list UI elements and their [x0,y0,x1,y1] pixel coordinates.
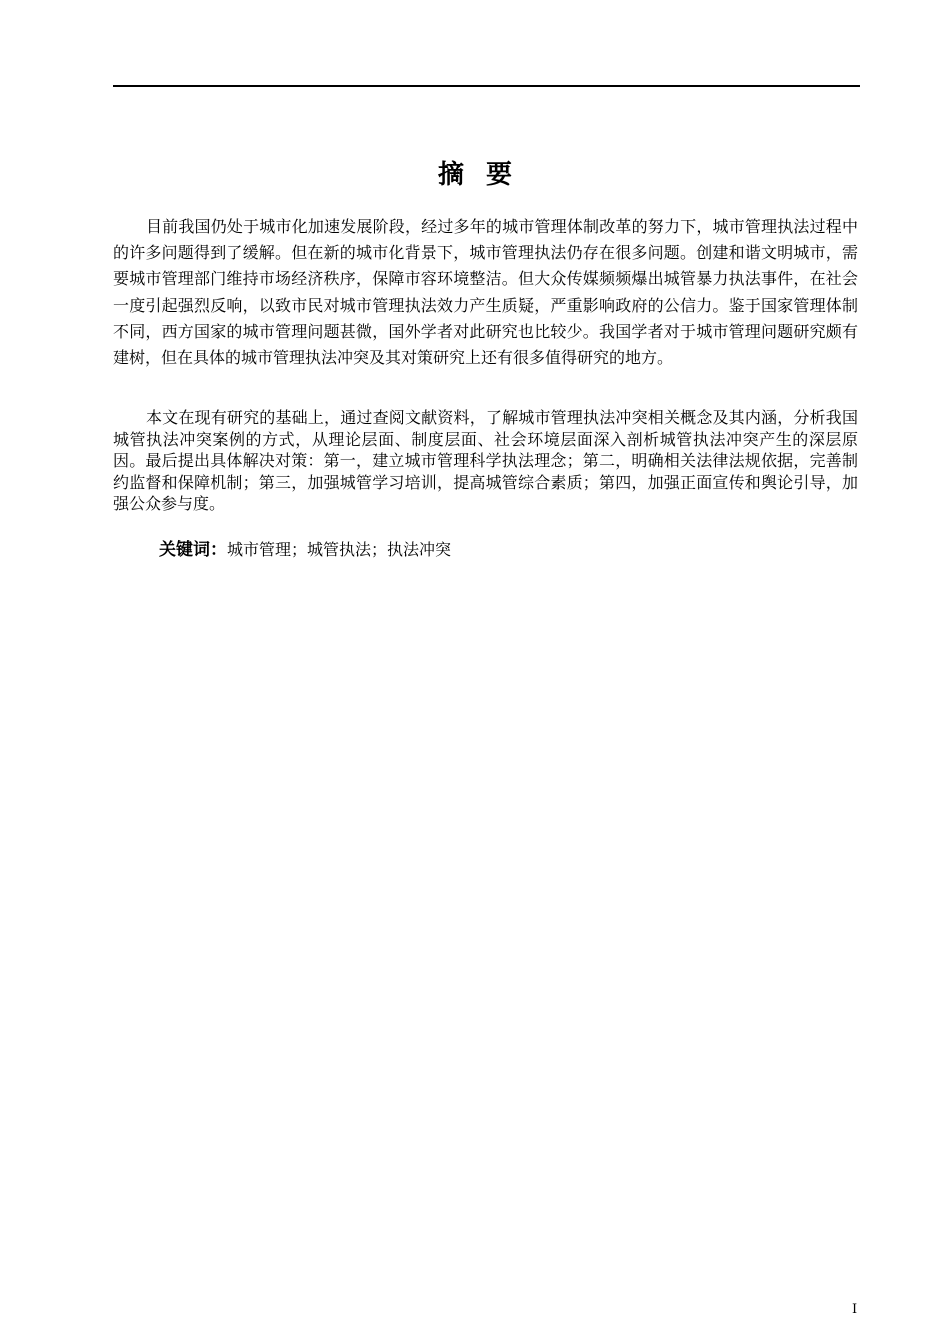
page-title: 摘要 [437,160,534,190]
abstract-paragraph-1: 目前我国仍处于城市化加速发展阶段，经过多年的城市管理体制改革的努力下，城市管理执法过程中的许多问题得到了缓解。但在新的城市化背景下，城市管理执法仍存在很多问题。创建和谐文明城市，需要城市管理部门维持市场经济秩序，保障市容环境整洁。但大众传媒频频爆出城管暴力执法事件，在社会一度引起强烈反响，以致市民对城市管理执法效力产生质疑，严重影响政府的公信力。鉴于国家管理体制不同，西方国家的城市管理问题甚微，国外学者对此研究也比较少。我国学者对于城市管理问题研究颇有建树，但在具体的城市管理执法冲突及其对策研究上还有很多值得研究的地方。 [113,217,858,368]
keywords-label: 关键词： [159,540,227,560]
page-number: I [852,1302,858,1317]
keywords-text: 城市管理；城管执法；执法冲突 [227,540,452,559]
abstract-paragraph-2: 本文在现有研究的基础上，通过查阅文献资料，了解城市管理执法冲突相关概念及其内涵，分析我国城管执法冲突案例的方式，从理论层面、制度层面、社会环境层面深入剖析城管执法冲突产生的深层原因。最后提出具体解决对策：第一，建立城市管理科学执法理念；第二，明确相关法律法规依据，完善制约监督和保障机制；第三，加强城管学习培训，提高城管综合素质；第四，加强正面宣传和舆论引导，加强公众参与度。 [113,408,858,513]
header-rule [113,85,860,87]
keywords-line [159,538,451,562]
